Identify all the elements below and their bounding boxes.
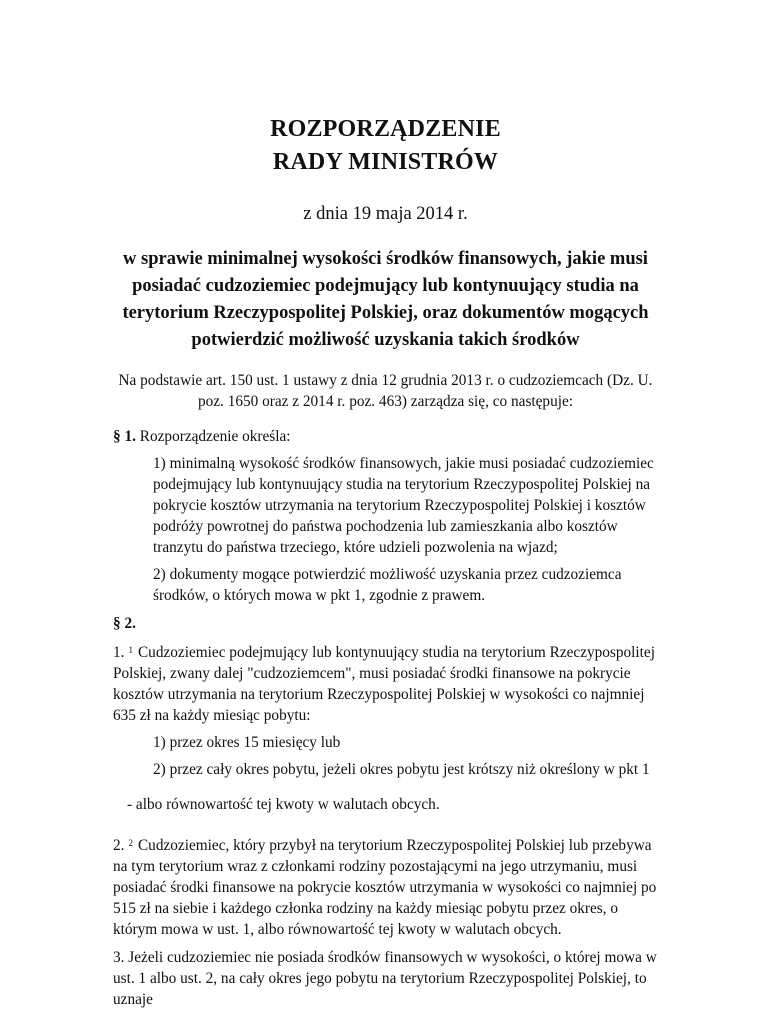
section-1-item-1: 1) minimalną wysokość środków finansowych, jakie musi posiadać cudzoziemiec podejmujący lub kontynuujący studia na terytorium Rzeczypospolitej Polskiej na pokrycie kosztów utrzymania na terytorium Rzeczypospolitej Polskiej i kosztów podróży powrotnej do państwa pochodzenia lub zamieszkania albo kosztów tranzytu do państwa trzeciego, które udzieli pozwolenia na wjazd; — [153, 455, 654, 556]
footnote-ref-1[interactable]: 1 — [128, 645, 133, 655]
title-line-1: ROZPORZĄDZENIE — [270, 116, 501, 142]
document-subject: w sprawie minimalnej wysokości środków finansowych, jakie musi posiadać cudzoziemiec podejmujący lub kontynuujący studia na terytorium Rzeczypospolitej Polskiej, oraz dokumentów mogących potwierdzić możliwość uzyskania takich środków — [122, 249, 649, 350]
section-2-number: § 2. — [113, 615, 136, 632]
ust-1-closing: - albo równowartość tej kwoty w walutach obcych. — [127, 796, 440, 813]
title-line-2: RADY MINISTRÓW — [272, 149, 499, 175]
ust-1-text: Cudzoziemiec podejmujący lub kontynuujący studia na terytorium Rzeczypospolitej Polskiej, zwany dalej "cudzoziemcem", musi posiadać środki finansowe na pokrycie kosztów utrzymania na terytorium Rzeczypospolitej Polskiej w wysokości co najmniej 635 zł na każdy miesiąc pobytu: — [113, 644, 655, 724]
ust-1-item-2: 2) przez cały okres pobytu, jeżeli okres pobytu jest krótszy niż określony w pkt 1 — [153, 761, 650, 778]
section-2-ust-1 — [113, 640, 658, 726]
section-1 — [113, 426, 658, 447]
ust-1-number: 1. — [113, 644, 125, 661]
document-title — [113, 0, 658, 179]
section-1-number: § 1. — [113, 428, 136, 445]
section-1-item-2: 2) dokumenty mogące potwierdzić możliwość uzyskania przez cudzoziemca środków, o których mowa w pkt 1, zgodnie z prawem. — [153, 566, 622, 604]
document-date: z dnia 19 maja 2014 r. — [303, 204, 468, 224]
ust-2-number: 2. — [113, 837, 125, 854]
footnote-ref-2[interactable]: 2 — [128, 838, 133, 848]
ust-2-text: Cudzoziemiec, który przybył na terytorium Rzeczypospolitej Polskiej lub przebywa na tym terytorium wraz z członkami rodziny pozostającymi na jego utrzymaniu, musi posiadać środki finansowe na pokrycie kosztów utrzymania w wysokości co najmniej po 515 zł na siebie i każdego członka rodziny na każdy miesiąc pobytu przez okres, o którym mowa w ust. 1, albo równowartość tej kwoty w walutach obcych. — [113, 837, 657, 938]
section-2-ust-2 — [113, 833, 658, 940]
section-2-ust-3: 3. Jeżeli cudzoziemiec nie posiada środków finansowych w wysokości, o której mowa w ust. 1 albo ust. 2, na cały okres jego pobytu na terytorium Rzeczypospolitej Polskiej, to uznaje — [113, 949, 657, 1008]
legal-basis: Na podstawie art. 150 ust. 1 ustawy z dnia 12 grudnia 2013 r. o cudzoziemcach (Dz. U. poz. 1650 oraz z 2014 r. poz. 463) zarządza się, co następuje: — [118, 372, 653, 410]
ust-1-item-1: 1) przez okres 15 miesięcy lub — [153, 734, 341, 751]
section-1-intro: Rozporządzenie określa: — [139, 428, 291, 445]
